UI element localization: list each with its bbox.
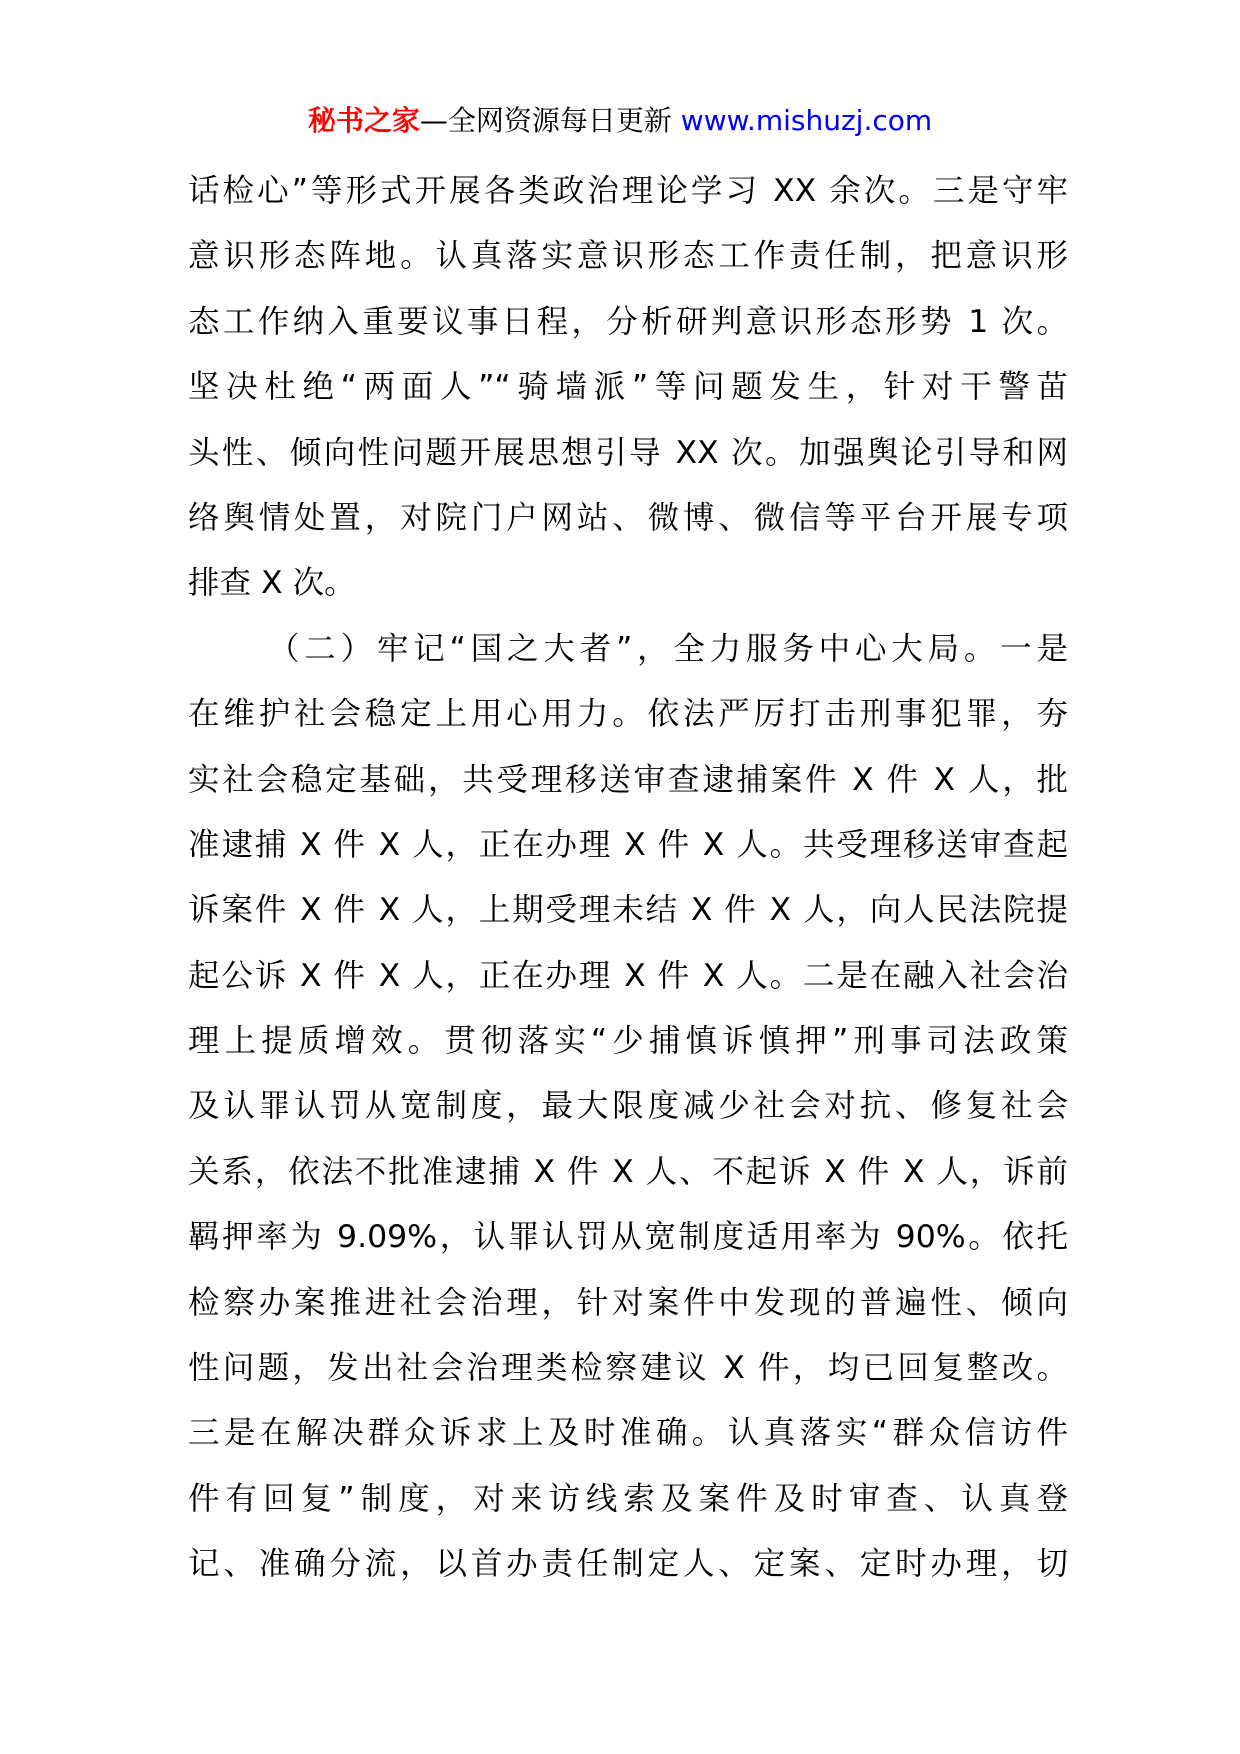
site-brand: 秘书之家 [307, 104, 420, 137]
body-line: 排查 X 次。 [188, 565, 356, 602]
body-line: 检察办案推进社会治理，针对案件中发现的普遍性、倾向 [188, 1284, 1068, 1321]
body-line: 实社会稳定基础，共受理移送审查逮捕案件 X 件 X 人，批 [188, 761, 1068, 798]
body-line: 羁押率为 9.09%，认罪认罚从宽制度适用率为 90%。依托 [188, 1219, 1068, 1256]
body-line: 记、准确分流，以首办责任制定人、定案、定时办理，切 [188, 1546, 1068, 1583]
site-tagline: —全网资源每日更新 [419, 104, 672, 137]
page-header [0, 101, 1240, 141]
body-line: 诉案件 X 件 X 人，上期受理未结 X 件 X 人，向人民法院提 [188, 892, 1068, 929]
section-heading-line: （二）牢记“国之大者”，全力服务中心大局。一是 [268, 630, 1068, 667]
body-line: 话检心”等形式开展各类政治理论学习 XX 余次。三是守牢 [188, 173, 1068, 209]
body-line: 件有回复”制度，对来访线索及案件及时审查、认真登 [188, 1480, 1068, 1517]
site-url-link[interactable]: www.mishuzj.com [680, 104, 933, 137]
body-line: 态工作纳入重要议事日程，分析研判意识形态形势 1 次。 [188, 303, 1068, 340]
body-line: 起公诉 X 件 X 人，正在办理 X 件 X 人。二是在融入社会治 [188, 957, 1068, 994]
body-line: 性问题，发出社会治理类检察建议 X 件，均已回复整改。 [188, 1350, 1068, 1387]
body-line: 准逮捕 X 件 X 人，正在办理 X 件 X 人。共受理移送审查起 [188, 826, 1068, 863]
body-line: 意识形态阵地。认真落实意识形态工作责任制，把意识形 [188, 238, 1068, 275]
body-line: 及认罪认罚从宽制度，最大限度减少社会对抗、修复社会 [188, 1088, 1068, 1125]
body-line: 坚决杜绝“两面人”“骑墙派”等问题发生，针对干警苗 [188, 369, 1068, 406]
body-line: 头性、倾向性问题开展思想引导 XX 次。加强舆论引导和网 [188, 434, 1068, 471]
body-line: 络舆情处置，对院门户网站、微博、微信等平台开展专项 [188, 499, 1068, 536]
document-body [188, 159, 1068, 1598]
body-line: 理上提质增效。贯彻落实“少捕慎诉慎押”刑事司法政策 [188, 1023, 1068, 1060]
body-line: 三是在解决群众诉求上及时准确。认真落实“群众信访件 [188, 1415, 1068, 1452]
body-line: 在维护社会稳定上用心用力。依法严厉打击刑事犯罪，夯 [188, 696, 1068, 733]
body-line: 关系，依法不批准逮捕 X 件 X 人、不起诉 X 件 X 人，诉前 [188, 1153, 1068, 1190]
